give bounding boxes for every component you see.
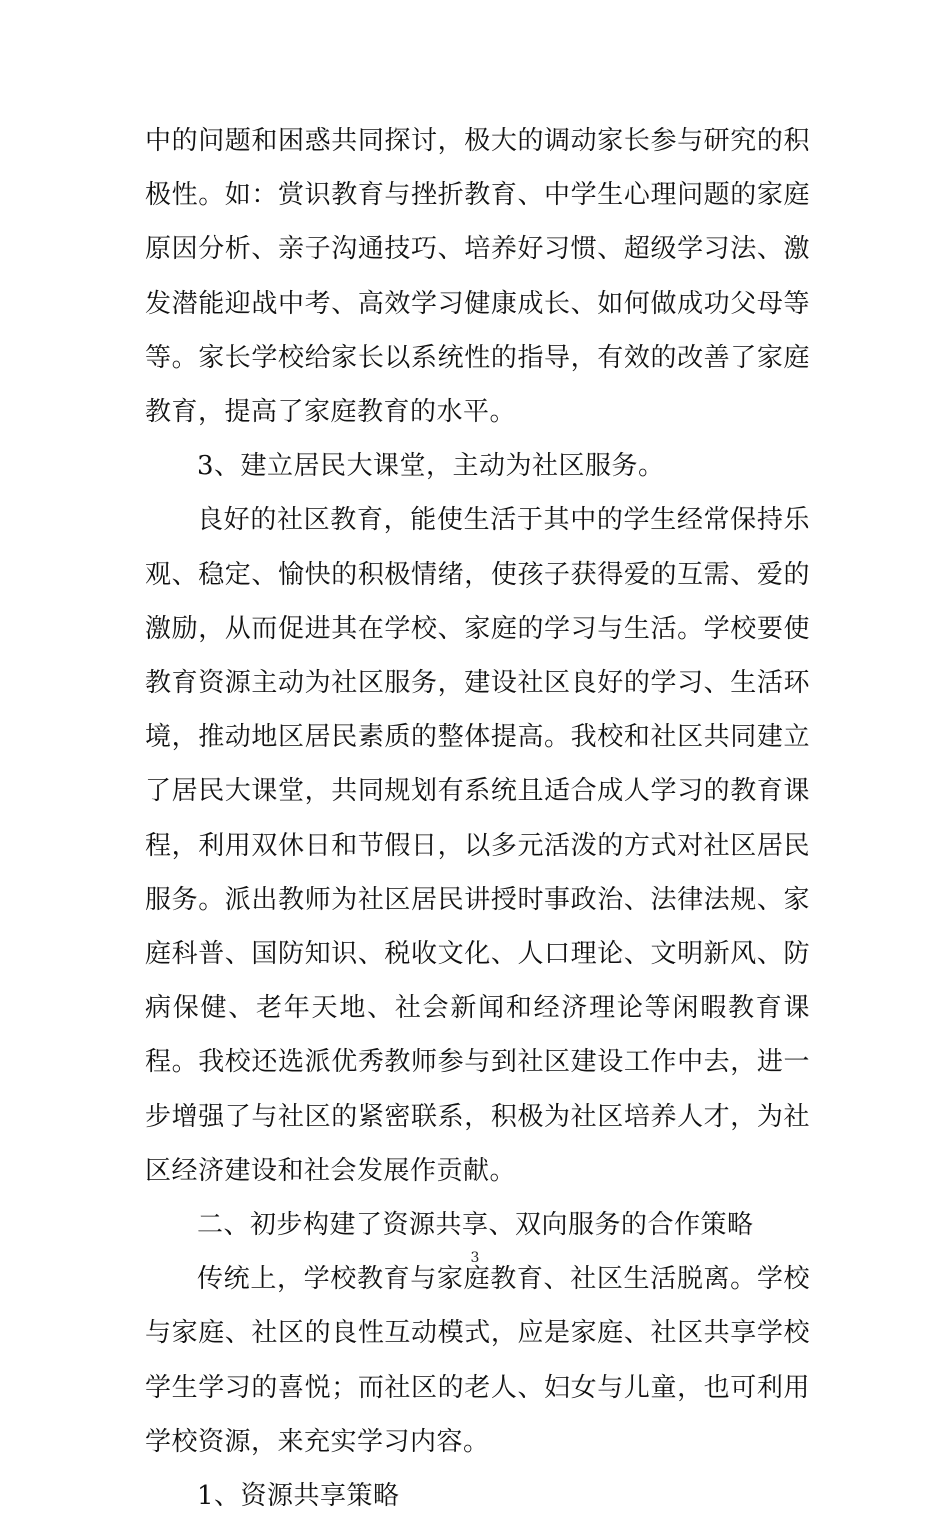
paragraph-continuation: 中的问题和困惑共同探讨，极大的调动家长参与研究的积极性。如：赏识教育与挫折教育、中学生心理问题的家庭原因分析、亲子沟通技巧、培养好习惯、超级学习法、激发潜能迎战中考、高效学习健康成长、如何做成功父母等等。家长学校给家长以系统性的指导，有效的改善了家庭教育，提高了家庭教育的水平。 <box>145 126 810 428</box>
paragraph-traditional: 传统上，学校教育与家庭教育、社区生活脱离。学校与家庭、社区的良性互动模式，应是家庭、社区共享学校学生学习的喜悦；而社区的老人、妇女与儿童，也可利用学校资源，来充实学习内容。 <box>145 1264 810 1457</box>
section-heading-2: 二、初步构建了资源共享、双向服务的合作策略 <box>197 1210 754 1241</box>
section-heading-3: 3、建立居民大课堂，主动为社区服务。 <box>197 451 665 482</box>
section-heading-1: 1、资源共享策略 <box>197 1481 400 1512</box>
paragraph-community-education: 良好的社区教育，能使生活于其中的学生经常保持乐观、稳定、愉快的积极情绪，使孩子获得爱的互需、爱的激励，从而促进其在学校、家庭的学习与生活。学校要使教育资源主动为社区服务，建设社区良好的学习、生活环境，推动地区居民素质的整体提高。我校和社区共同建立了居民大课堂，共同规划有系统且适合成人学习的教育课程，利用双休日和节假日，以多元活泼的方式对社区居民服务。派出教师为社区居民讲授时事政治、法律法规、家庭科普、国防知识、税收文化、人口理论、文明新风、防病保健、老年天地、社会新闻和经济理论等闲暇教育课程。我校还选派优秀教师参与到社区建设工作中去，进一步增强了与社区的紧密联系，积极为社区培养人才，为社区经济建设和社会发展作贡献。 <box>145 505 810 1186</box>
body-text <box>145 114 810 1523</box>
page-number: 3 <box>470 1250 480 1266</box>
